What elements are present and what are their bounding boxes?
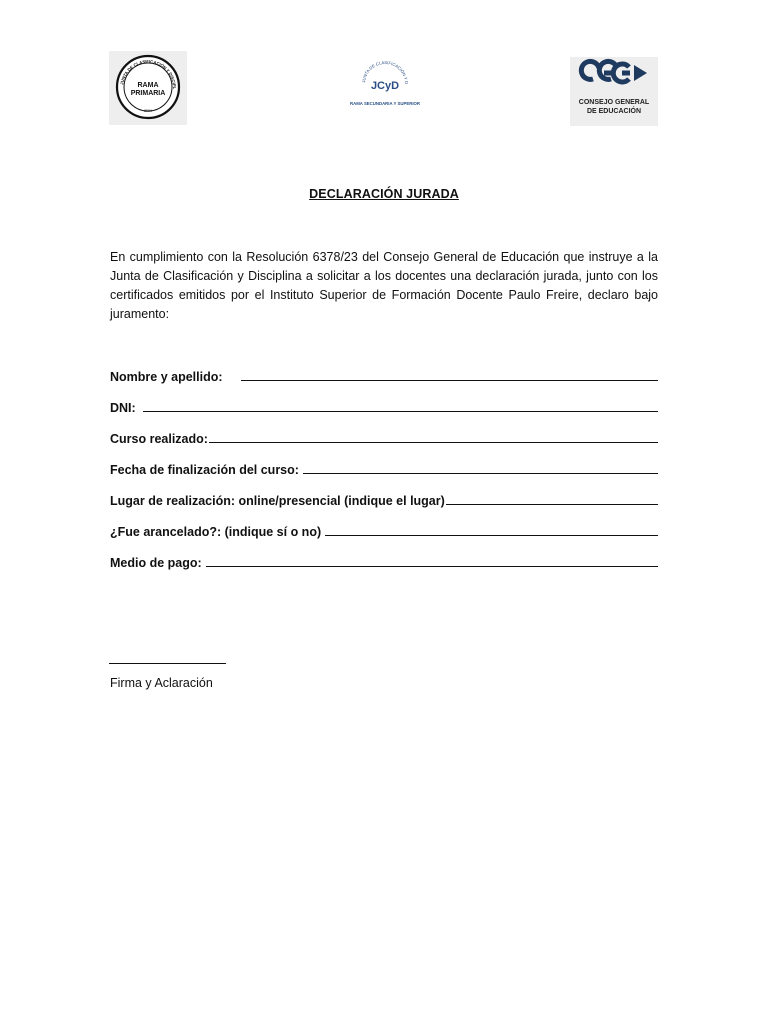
intro-paragraph: En cumplimiento con la Resolución 6378/23 del Consejo General de Educación que instruye a la Junta de Clasificación y Disciplina a solicitar a los docentes una declaración jurada, junto con los certificados emitidos por el Instituto Superior de Formación Docente Paulo Freire, declaro bajo juramento: bbox=[110, 250, 658, 321]
field-line[interactable] bbox=[143, 411, 658, 412]
logo-year-text: 2024 bbox=[144, 109, 152, 113]
cge-org-line2: DE EDUCACIÓN bbox=[586, 107, 642, 115]
field-lugar bbox=[110, 490, 658, 508]
jcyd-arc-text: JUNTA DE CLASIFICACIÓN Y D bbox=[361, 59, 410, 85]
field-label: ¿Fue arancelado?: (indique sí o no) bbox=[110, 525, 322, 539]
rama-primaria-logo bbox=[109, 51, 187, 125]
jcyd-name-text: JCyD bbox=[370, 80, 400, 92]
field-label: Medio de pago: bbox=[110, 556, 202, 570]
field-fecha bbox=[110, 459, 658, 477]
field-label: Nombre y apellido: bbox=[110, 370, 223, 384]
field-line[interactable] bbox=[209, 442, 658, 443]
field-arancelado bbox=[110, 521, 658, 539]
cge-logo bbox=[570, 57, 658, 126]
field-line[interactable] bbox=[325, 535, 658, 536]
field-label: DNI: bbox=[110, 401, 136, 415]
field-dni bbox=[110, 397, 658, 415]
jcyd-subtitle-text: RAMA SECUNDARIA Y SUPERIOR bbox=[350, 101, 420, 106]
field-label: Curso realizado: bbox=[110, 432, 208, 446]
field-nombre-apellido bbox=[110, 366, 658, 384]
field-curso bbox=[110, 428, 658, 446]
field-label: Lugar de realización: online/presencial (indique el lugar) bbox=[110, 494, 445, 508]
logo-primaria-text: PRIMARIA bbox=[130, 90, 166, 97]
jcyd-logo bbox=[338, 54, 432, 110]
field-line[interactable] bbox=[206, 566, 658, 567]
field-line[interactable] bbox=[241, 380, 658, 381]
field-medio-pago bbox=[110, 552, 658, 570]
logo-ring-text: JUNTA DE CLASIFICACIÓN Y DISCIPL bbox=[119, 58, 178, 90]
logo-rama-text: RAMA bbox=[137, 82, 159, 89]
document-title: DECLARACIÓN JURADA bbox=[309, 187, 459, 201]
signature-line[interactable] bbox=[109, 663, 226, 664]
field-line[interactable] bbox=[446, 504, 658, 505]
signature-label: Firma y Aclaración bbox=[110, 676, 213, 690]
field-label: Fecha de finalización del curso: bbox=[110, 463, 299, 477]
field-line[interactable] bbox=[303, 473, 658, 474]
cge-org-line1: CONSEJO GENERAL bbox=[578, 99, 650, 106]
